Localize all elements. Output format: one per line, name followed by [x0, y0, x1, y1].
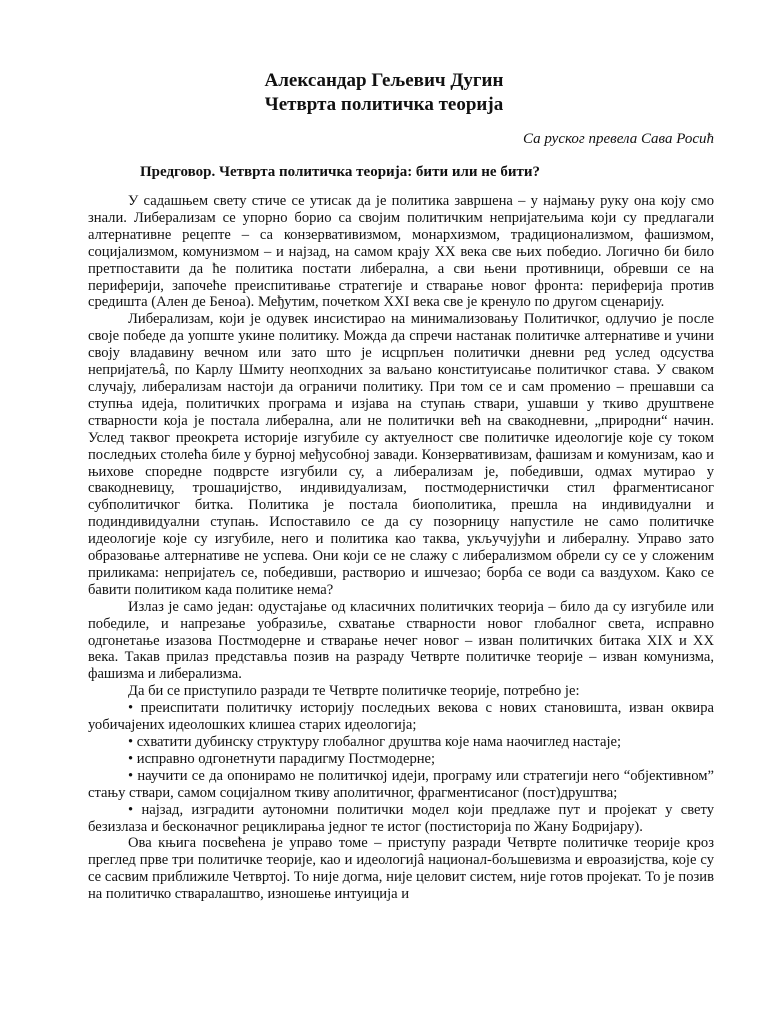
body-text	[88, 193, 714, 903]
preface-heading: Предговор. Четврта политичка теорија: бити или не бити?	[140, 164, 540, 180]
book-title: Четврта политичка теорија	[264, 94, 504, 115]
translator-note: Са руског превела Сава Росић	[523, 131, 714, 147]
paragraph: Да би се приступило разради те Четврте политичке теорије, потребно је:	[128, 683, 580, 700]
bullet-item: • научити се да опонирамо не политичкој идеји, програму или стратегији него “објективном” стању ствари, самом социјалном ткиву аполитичног, фрагментисаног (пост)друштва;	[88, 767, 714, 801]
bullet-item: • преиспитати политичку историју последњих векова с нових становишта, изван оквира уобичајених идеолошких клишеа старих идеологија;	[88, 700, 714, 734]
paragraph: У садашњем свету стиче се утисак да је политика завршена – у најмању руку она коју смо знали. Либерализам се упорно борио са својим политичким непријатељима који су предлагали алтернативне рецепте – са конзервативизмом, монархизмом, традиционализмом, фашизмом, социјализмом, комунизмом – и најзад, на самом крају XX века све њих победио. Логично би било претпоставити да ће политика постати либерална, а сви њени противници, обревши се на периферији, започеће преиспитивање стратегије и стварање новог фронта: периферија против средишта (Ален де Беноа). Међутим, почетком XXI века све је кренуло по другом сценарију.	[88, 193, 714, 311]
bullet-item: • схватити дубинску структуру глобалног друштва које нама наочиглед настаје;	[128, 734, 622, 750]
paragraph: Ова књига посвећена је управо томе – приступу разради Четврте политичке теорије кроз преглед прве три политичке теорије, као и идеологијâ национал-бољшевизма и евроазијства, које су се сасвим приближиле Четвртој. То није догма, није целовит систем, није готов пројекат. То је позив на политичко стваралаштво, изношење интуиција и	[88, 835, 714, 903]
bullet-item: • најзад, изградити аутономни политички модел који предлаже пут и пројекат у свету безизлаза и бесконачног рециклирања једног те истог (постисторија по Жану Бодријару).	[88, 801, 714, 835]
paragraph: Излаз је само један: одустајање од класичних политичких теорија – било да су изгубиле или победиле, и напрезање уобразиље, схватање стварности новог глобалног света, исправно одгонетање изазова Постмодерне и стварање нечег новог – изван политичких битака XIX и XX века. Такав прилаз представља позив на разраду Четврте политичке теорије – изван комунизма, фашизма и либерализма.	[88, 598, 714, 683]
paragraph: Либерализам, који је одувек инсистирао на минимализовању Политичког, одлучио је после своје победе да уопште укине политику. Можда да спречи настанак политичке алтернативе и учини своју владавину вечном или зато што је исцрпљен политички дневни ред услед одсуства непријатељâ, по Карлу Шмиту неопходних за ваљано конституисање политичког става. У сваком случају, либерализам настоји да ограничи политику. При том се и сам променио – прешавши са ступња идеја, политичких програма и изјава на ступањ ствари, ушавши у ткиво друштвене стварности која је постала либерална, али не политички већ на свакодневни, „природни“ начин. Услед таквог преокрета историје изгубиле су актуелност све политичке идеологије које су током последњих столећа биле у бурној међусобној завади. Конзервативизам, фашизам и комунизам, као и њихове споредне подврсте изгубили су, а либерализам је, победивши, одмах мутирао у свакодневицу, трошаџијство, индивидуализам, постмодернистички стил фрагментисаног субполитичког битка. Политика је постала биополитика, прешла на индивидуални и подиндивидуални ступањ. Испоставило се да су позорницу напустиле не само политичке идеологије које су изгубиле, него и политика као таква, укључујући и либералну. Управо зато образовање алтернативе не успева. Они који се не слажу с либерализмом обрели су се у сложеним приликама: непријатељ се, победивши, растворио и ишчезао; борба се води са ваздухом. Како се бавити политиком када политике нема?	[88, 311, 714, 598]
author-name: Александар Гељевич Дугин	[264, 70, 504, 91]
bullet-item: • исправно одгонетнути парадигму Постмодерне;	[128, 750, 436, 767]
